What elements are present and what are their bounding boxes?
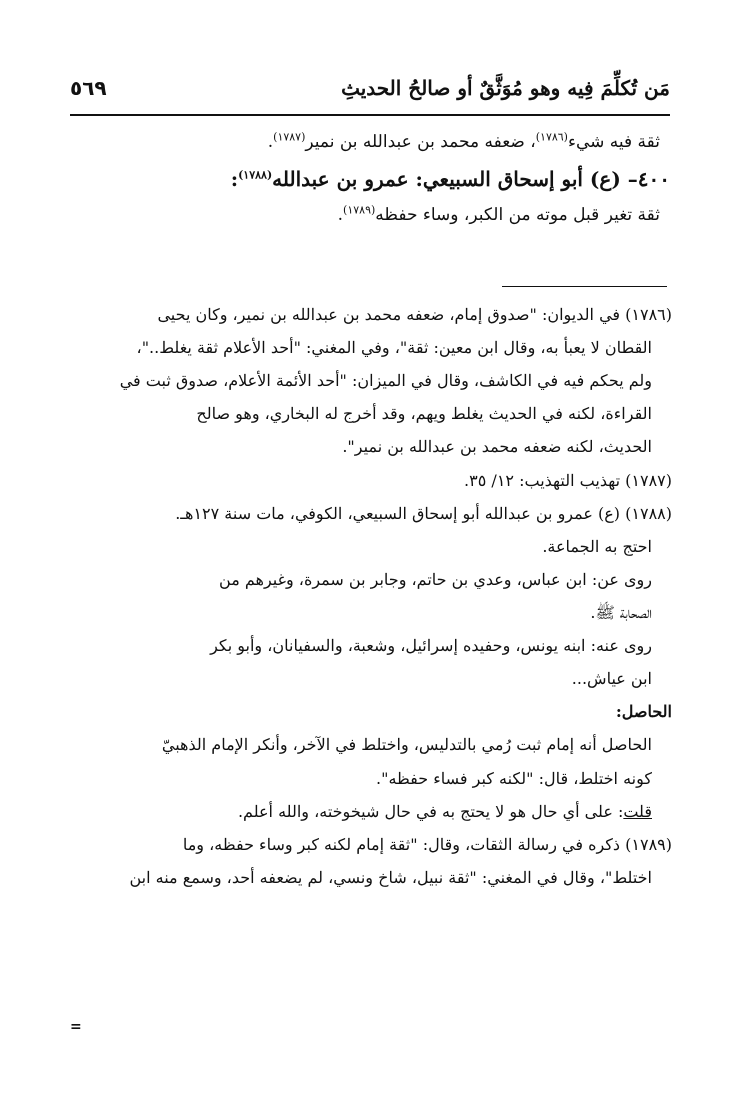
main-line-1-mid: ، ضعفه محمد بن عبدالله بن نمير bbox=[305, 132, 536, 152]
main-line-3 bbox=[70, 199, 670, 232]
footnote-1788-line-3: روى عن: ابن عباس، وعدي بن حاتم، وجابر بن سمرة، وغيرهم من bbox=[219, 569, 652, 589]
footnote-1786-line-2: القطان لا يعبأ به، وقال ابن معين: ثقة"، وفي المغني: "أحد الأعلام ثقة يغلط.."، bbox=[136, 338, 652, 358]
summary-line-1: الحاصل أنه إمام ثبت رُمي بالتدليس، واختلط في الآخر، وأنكر الإمام الذهبيّ bbox=[161, 735, 652, 755]
continuation-mark: = bbox=[70, 1019, 82, 1035]
footnote-ref-1787: (١٧٨٧) bbox=[273, 130, 306, 144]
footnote-1788-line-6: ابن عياش... bbox=[571, 669, 652, 689]
main-text bbox=[70, 126, 670, 232]
main-line-3-end: . bbox=[337, 205, 344, 226]
footnote-ref-1788: (١٧٨٨) bbox=[238, 168, 273, 182]
footnote-1788-line-5: روى عنه: ابنه يونس، وحفيده إسرائيل، وشعبة، والسفيانان، وأبو بكر bbox=[210, 636, 652, 656]
footnote-1788-line-4: الصحابة ﷺ. bbox=[590, 602, 652, 622]
footnote-ref-1786: (١٧٨٦) bbox=[535, 130, 568, 144]
entry-name: (ع) أبو إسحاق السبيعي: عمرو بن عبدالله bbox=[272, 167, 628, 192]
footnote-separator bbox=[502, 286, 667, 287]
footnote-1786-line-1: (١٧٨٦) في الديوان: "صدوق إمام، ضعفه محمد بن عبدالله بن نمير، وكان يحيى bbox=[157, 305, 672, 324]
main-line-3-text: ثقة تغير قبل موته من الكبر، وساء حفظه bbox=[375, 205, 660, 226]
summary-line-2: كونه اختلط، قال: "لكنه كبر فساء حفظه". bbox=[376, 768, 652, 788]
main-line-1-end: . bbox=[267, 132, 274, 152]
author-note-label: قلت bbox=[623, 801, 652, 821]
author-note-text: : على أي حال هو لا يحتج به في حال شيخوخته، والله أعلم. bbox=[237, 801, 624, 821]
main-line-1-text: ثقة فيه شيء bbox=[567, 132, 660, 152]
page-header bbox=[70, 66, 670, 110]
entry-heading bbox=[70, 159, 670, 199]
footnote-1788-line-2: احتج به الجماعة. bbox=[542, 536, 652, 556]
footnote-ref-1789: (١٧٨٩) bbox=[343, 203, 376, 217]
entry-number: ٤٠٠– bbox=[627, 167, 670, 192]
footnote-1787: (١٧٨٧) تهذيب التهذيب: ١٢/ ٣٥. bbox=[464, 470, 672, 490]
footnote-1786-line-3: ولم يحكم فيه في الكاشف، وقال في الميزان: "أحد الأئمة الأعلام، صدوق ثبت في bbox=[119, 371, 652, 391]
footnote-1789-line-1: (١٧٨٩) ذكره في رسالة الثقات، وقال: "ثقة إمام لكنه كبر وساء حفظه، وما bbox=[182, 834, 672, 854]
running-title: مَن تُكلِّمَ فِيه وهو مُوَثَّقٌ أو صالحُ الحديثِ bbox=[341, 76, 670, 100]
main-line-1 bbox=[70, 126, 670, 159]
footnote-1786-line-4: القراءة، لكنه في الحديث يغلط ويهم، وقد أخرج له البخاري، وهو صالح bbox=[196, 404, 652, 424]
footnote-1788-line-1: (١٧٨٨) (ع) عمرو بن عبدالله أبو إسحاق السبيعي، الكوفي، مات سنة ١٢٧هـ. bbox=[175, 503, 672, 523]
footnote-1789-line-2: اختلط"، وقال في المغني: "ثقة نبيل، شاخ ونسي، لم يضعفه أحد، وسمع منه ابن bbox=[129, 867, 652, 887]
entry-end: : bbox=[230, 167, 239, 192]
summary-heading: الحاصل: bbox=[615, 702, 672, 722]
author-note bbox=[68, 795, 672, 828]
header-rule bbox=[70, 114, 670, 116]
footnote-1786-line-5: الحديث، لكنه ضعفه محمد بن عبدالله بن نمير". bbox=[342, 437, 652, 457]
page-number: ٥٦٩ bbox=[70, 76, 107, 100]
footnotes bbox=[68, 298, 672, 894]
